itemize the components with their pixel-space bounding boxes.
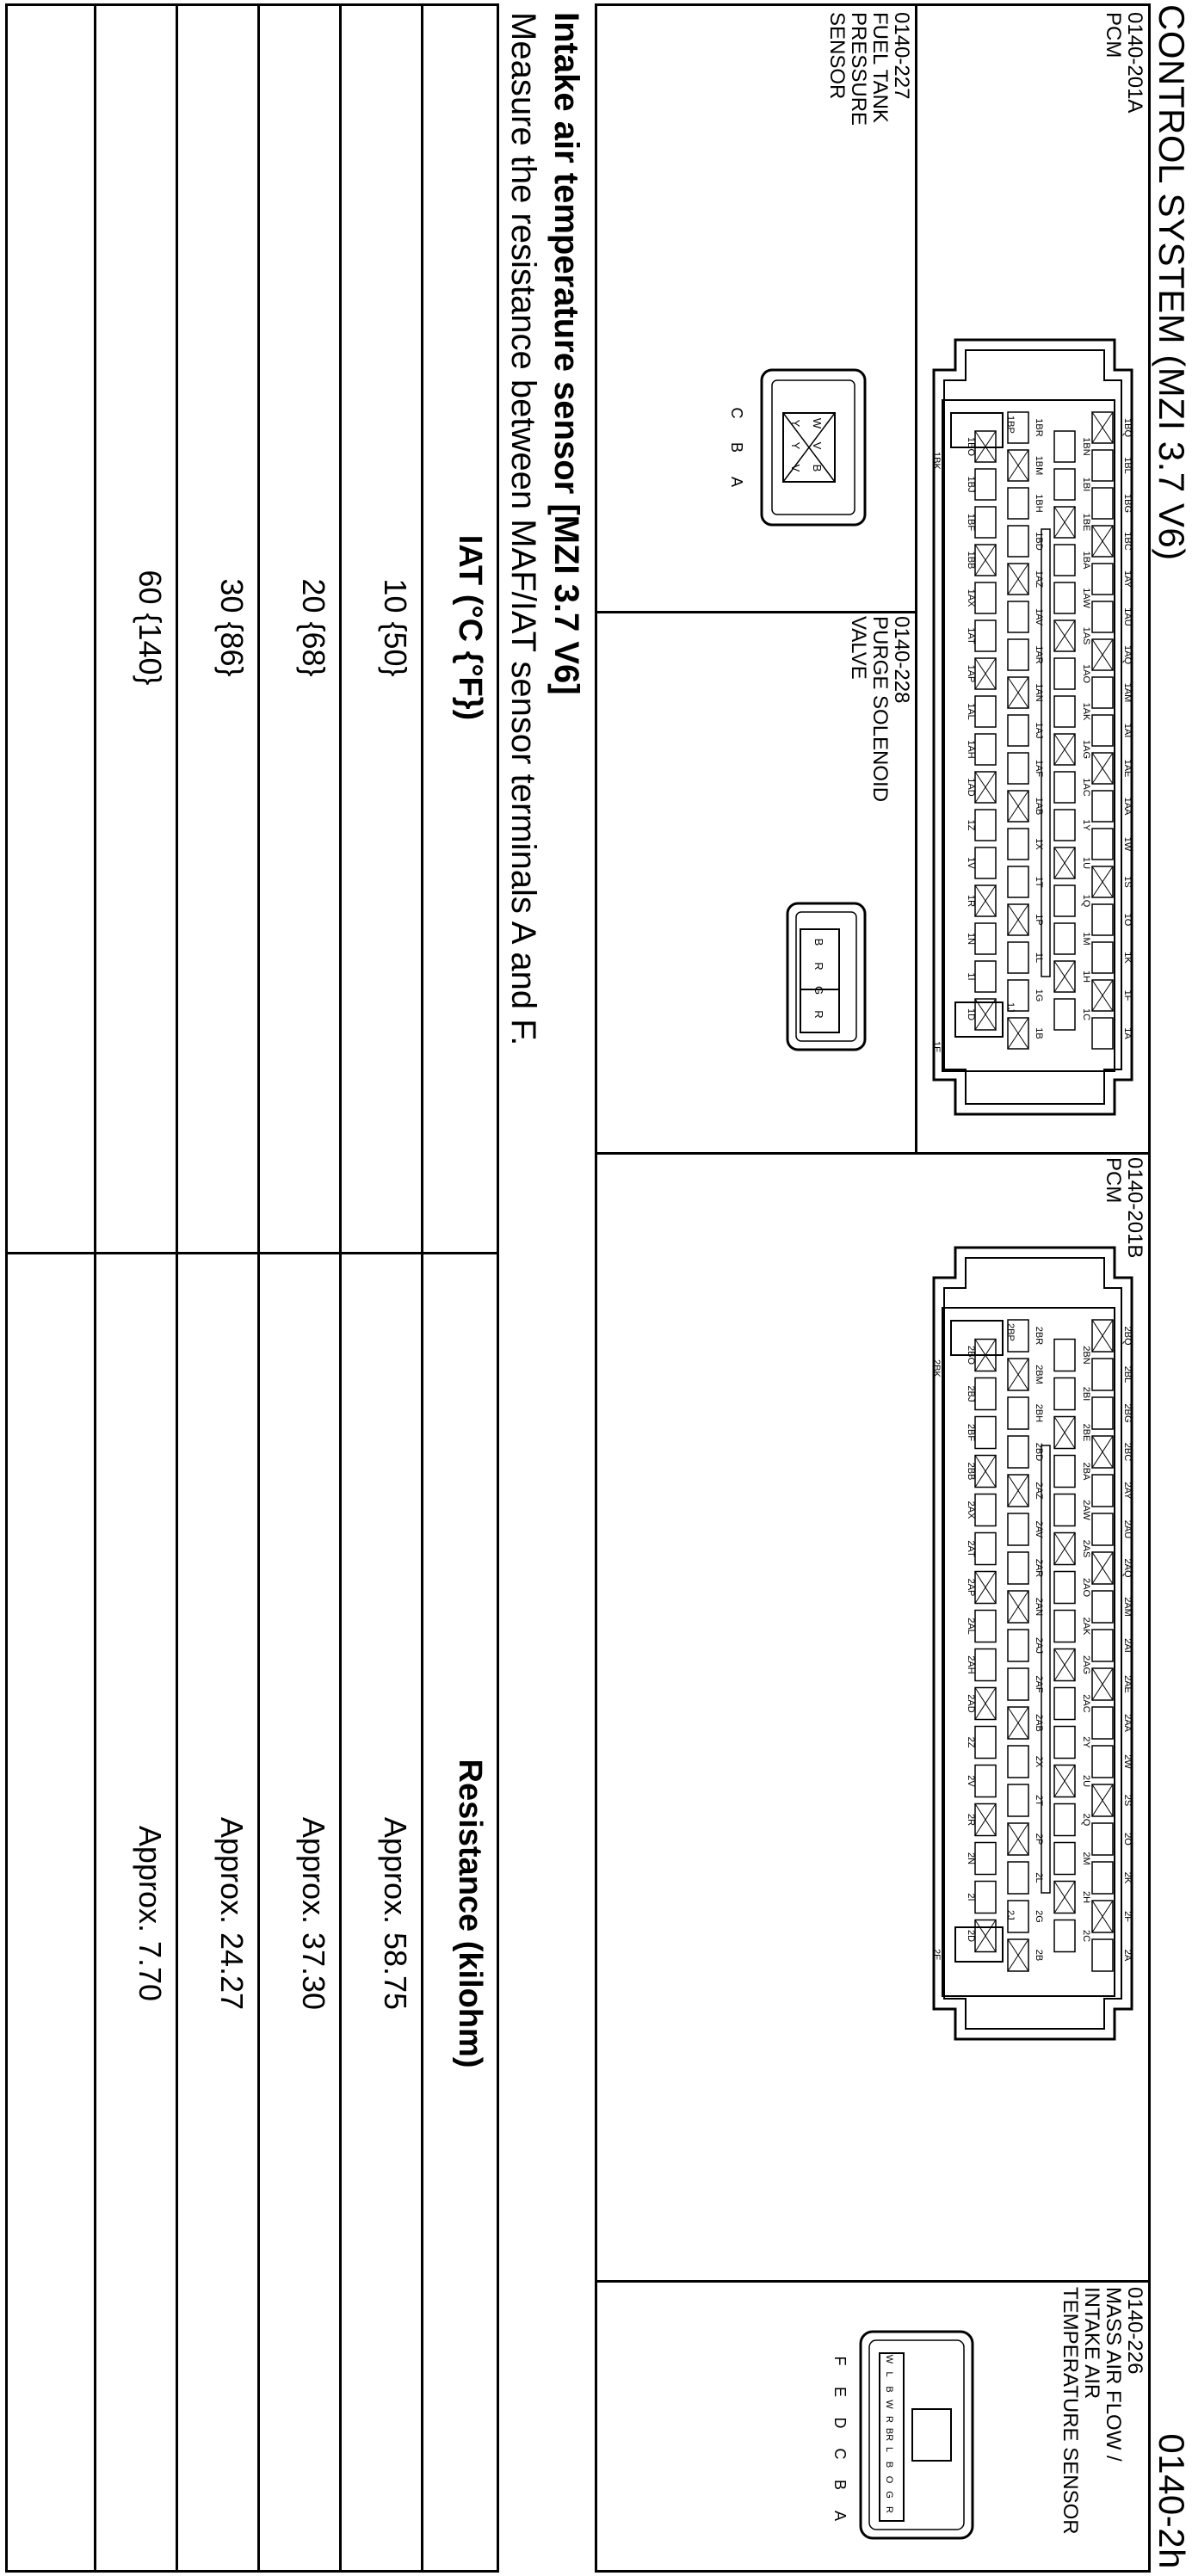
pin-label: 2F: [1122, 1911, 1133, 1922]
pin-cell: [1092, 1862, 1113, 1894]
pin-label: 1J: [1005, 1002, 1016, 1013]
pin-label: 2AT: [966, 1540, 976, 1557]
terminal-label: B: [831, 2479, 849, 2491]
pin-cell: [1092, 1939, 1113, 1971]
pin-label: 1H: [1081, 970, 1091, 983]
pcm-a-pin-grid: [931, 412, 1133, 1052]
pcm-b-connector: [925, 1230, 1140, 2056]
pin-cell: [975, 1727, 996, 1759]
terminal-label: A: [728, 476, 745, 488]
pin-label: 2AJ: [1034, 1637, 1044, 1654]
pin-label: 2BD: [1034, 1442, 1044, 1462]
pin-label: 2O: [1122, 1833, 1133, 1846]
table-header-resistance: Resistance (kilohm): [452, 1759, 488, 2068]
divider-pcm: [595, 1152, 1151, 1155]
pin-cell: [1008, 1784, 1028, 1816]
wire-color: W: [884, 2354, 894, 2364]
pin-label: 1E: [931, 1041, 942, 1053]
pin-cell: [1008, 1513, 1028, 1545]
wire-color: R: [812, 962, 825, 971]
pin-cell: [1054, 582, 1075, 613]
pin-cell: [1092, 1746, 1113, 1778]
pin-cell: [1092, 1823, 1113, 1855]
table-column-divider: [5, 1252, 499, 1254]
pin-label: 1F: [1122, 989, 1133, 1001]
pin-label: 2BB: [966, 1462, 976, 1481]
pin-label: 1X: [1034, 838, 1044, 850]
pin-label: 1AH: [966, 740, 976, 759]
pin-cell: [975, 1843, 996, 1875]
pin-cell: [1054, 1611, 1075, 1642]
pin-label: 1BO: [966, 436, 976, 457]
pin-label: 1AV: [1034, 608, 1044, 626]
pin-cell: [1054, 885, 1075, 916]
pin-label: 1AM: [1122, 682, 1133, 703]
pin-label: 2C: [1081, 1929, 1091, 1943]
pin-label: 1S: [1122, 876, 1133, 888]
wire-color: R: [812, 1010, 825, 1019]
pin-label: 2L: [1034, 1872, 1044, 1883]
page-code: 0140-2h: [1152, 2433, 1192, 2569]
pin-label: 2AA: [1122, 1714, 1133, 1732]
terminal-label: C: [728, 407, 745, 419]
pin-label: 1BF: [966, 513, 976, 532]
pcm-a-connector: [925, 323, 1140, 1131]
pin-label: 2AX: [966, 1501, 976, 1519]
pin-label: 1BC: [1122, 532, 1133, 551]
pin-cell: [1092, 1475, 1113, 1507]
wire-color: R: [884, 2506, 894, 2513]
pin-cell: [1054, 1727, 1075, 1759]
terminal-label: D: [831, 2417, 849, 2429]
pin-label: 2AL: [966, 1618, 976, 1635]
pin-label: 2W: [1122, 1754, 1133, 1769]
pin-label: 1R: [966, 894, 976, 908]
pin-label: 2AY: [1122, 1482, 1133, 1500]
terminal-label: A: [831, 2510, 849, 2522]
pin-label: 2BF: [966, 1423, 976, 1442]
pin-label: 1BR: [1034, 418, 1044, 437]
table-cell-resistance: Approx. 58.75: [378, 1816, 413, 2011]
pin-label: 2A: [1122, 1949, 1133, 1962]
pin-label: 2BH: [1034, 1403, 1044, 1423]
pin-label: 1G: [1034, 989, 1044, 1002]
pin-label: 1AB: [1034, 797, 1044, 816]
pin-cell: [1054, 772, 1075, 803]
pin-label: 1AO: [1081, 663, 1091, 684]
table-row-divider: [339, 3, 342, 2573]
pin-label: 2P: [1034, 1833, 1044, 1846]
pin-cell: [1054, 431, 1075, 462]
pin-label: 1K: [1122, 952, 1133, 964]
table-cell-iat: 20 {68}: [296, 578, 331, 677]
pin-cell: [1092, 488, 1113, 519]
pin-label: 2X: [1034, 1755, 1044, 1768]
pin-cell: [975, 1494, 996, 1526]
pin-label: 2AV: [1034, 1520, 1044, 1538]
terminal-label: B: [728, 441, 745, 453]
table-row-divider: [176, 3, 178, 2573]
pin-label: 2BG: [1122, 1403, 1133, 1423]
pin-cell: [975, 582, 996, 613]
pin-label: 1B: [1034, 1027, 1044, 1039]
pin-label: 2BL: [1122, 1365, 1133, 1384]
pin-label: 2AN: [1034, 1597, 1044, 1617]
pin-label: 1BP: [1005, 416, 1016, 434]
pin-label: 2AO: [1081, 1577, 1091, 1598]
section-title: Intake air temperature sensor [MZI 3.7 V6]: [547, 12, 585, 695]
table-row-divider: [257, 3, 260, 2573]
pin-label: 1V: [966, 857, 976, 869]
wire-color: BR: [884, 2427, 894, 2442]
pin-label: 2Z: [966, 1736, 976, 1748]
iat-table-frame: [5, 3, 499, 2573]
pin-cell: [1054, 696, 1075, 727]
pin-label: 2Y: [1081, 1736, 1091, 1748]
pin-label: 1BG: [1122, 493, 1133, 514]
pin-label: 1AY: [1122, 570, 1133, 588]
pin-cell: [1008, 753, 1028, 784]
pin-cell: [1054, 469, 1075, 500]
pin-cell: [1008, 829, 1028, 860]
pin-label: 1AI: [1122, 723, 1133, 738]
section-description: Measure the resistance between MAF/IAT sensor terminals A and F.: [504, 12, 542, 1046]
pin-label: 2B: [1034, 1949, 1044, 1962]
table-cell-resistance: Approx. 24.27: [214, 1816, 250, 2011]
table-cell-iat: 60 {140}: [133, 570, 168, 686]
pin-cell: [1054, 1572, 1075, 1604]
pin-cell: [1008, 526, 1028, 557]
table-cell-iat: 10 {50}: [378, 578, 413, 677]
pin-cell: [975, 1766, 996, 1797]
pin-cell: [1054, 923, 1075, 954]
wire-color: B: [811, 464, 824, 472]
wire-color: V: [789, 464, 802, 472]
pin-label: 1O: [1122, 913, 1133, 927]
pin-label: 1AU: [1122, 607, 1133, 626]
pin-label: 1AR: [1034, 645, 1044, 664]
fuel-tank-label: 0140-227 FUEL TANK PRESSURE SENSOR: [825, 12, 913, 126]
table-cell-resistance: Approx. 7.70: [133, 1825, 168, 2002]
pin-label: 1Z: [966, 819, 976, 831]
pin-cell: [1054, 1456, 1075, 1488]
pin-label: 1N: [966, 932, 976, 946]
pin-label: 2AW: [1081, 1500, 1091, 1520]
pin-cell: [975, 696, 996, 727]
pin-label: 1M: [1081, 932, 1091, 946]
pin-cell: [1092, 791, 1113, 822]
pin-label: 2AQ: [1122, 1558, 1133, 1578]
maf-label: 0140-226 MASS AIR FLOW / INTAKE AIR TEMPERATURE SENSOR: [1059, 2287, 1146, 2535]
terminal-label: F: [831, 2356, 849, 2366]
pin-label: 2M: [1081, 1852, 1091, 1865]
wire-color: G: [884, 2491, 894, 2499]
pin-cell: [1008, 1552, 1028, 1584]
pin-label: 2AP: [966, 1578, 976, 1597]
pin-cell: [1092, 1513, 1113, 1545]
purge-terminals: [812, 939, 825, 1019]
pin-label: 2AG: [1081, 1655, 1091, 1675]
pin-label: 2BN: [1081, 1346, 1091, 1365]
pin-label: 1AK: [1081, 702, 1091, 721]
pin-label: 1AJ: [1034, 722, 1044, 739]
pin-label: 1BE: [1081, 513, 1091, 532]
pin-label: 1AQ: [1122, 644, 1133, 665]
pin-label: 1BB: [966, 551, 976, 570]
purge-label: 0140-228 PURGE SOLENOID VALVE: [847, 616, 913, 803]
table-cell-iat: 30 {86}: [214, 578, 250, 677]
pin-label: 2H: [1081, 1890, 1091, 1904]
pin-label: 2AS: [1081, 1539, 1091, 1558]
pin-label: 2K: [1122, 1871, 1133, 1884]
pin-label: 2D: [966, 1929, 976, 1943]
pin-label: 1L: [1034, 952, 1044, 964]
pin-label: 1Y: [1081, 819, 1091, 831]
pin-label: 2BQ: [1122, 1326, 1133, 1346]
pin-label: 1AT: [966, 627, 976, 644]
pin-cell: [1054, 999, 1075, 1030]
wire-color: O: [884, 2475, 894, 2484]
pin-cell: [1008, 1436, 1028, 1468]
pin-cell: [1008, 942, 1028, 973]
maf-terminals: [831, 2355, 894, 2521]
pin-label: 1BM: [1034, 455, 1044, 476]
table-cell-resistance: Approx. 37.30: [296, 1816, 331, 2011]
pin-cell: [1008, 715, 1028, 746]
pin-label: 1C: [1081, 1008, 1091, 1021]
pin-label: 1BD: [1034, 532, 1044, 551]
pin-cell: [975, 1882, 996, 1914]
pin-label: 2BE: [1081, 1423, 1091, 1442]
terminal-label: C: [831, 2448, 849, 2460]
pin-label: 1BL: [1122, 457, 1133, 474]
pin-label: 2BI: [1081, 1386, 1091, 1402]
pin-cell: [1054, 1378, 1075, 1410]
pin-cell: [1092, 564, 1113, 595]
pin-cell: [1054, 1688, 1075, 1720]
pin-label: 1BQ: [1122, 417, 1133, 438]
maf-connector: [813, 2306, 985, 2555]
wire-color: W: [884, 2400, 894, 2409]
pin-cell: [975, 507, 996, 538]
wire-color: B: [884, 2461, 894, 2468]
pcm-b-pin-grid: [931, 1320, 1133, 1971]
pin-cell: [1092, 942, 1113, 973]
pin-label: 2BO: [966, 1345, 976, 1365]
pin-cell: [975, 734, 996, 765]
divider-maf: [595, 2280, 1151, 2283]
pin-label: 1P: [1034, 914, 1044, 926]
table-header-divider: [421, 3, 423, 2573]
pin-label: 2N: [966, 1852, 976, 1865]
pin-cell: [1008, 866, 1028, 897]
pin-cell: [1054, 1843, 1075, 1875]
pin-cell: [1092, 1630, 1113, 1661]
wire-color: V: [811, 441, 824, 450]
pin-label: 1AG: [1081, 739, 1091, 760]
pin-cell: [1092, 1591, 1113, 1623]
pin-label: 1T: [1034, 876, 1044, 888]
fuel-tank-connector: [701, 344, 899, 551]
pin-cell: [975, 810, 996, 841]
pin-cell: [975, 1378, 996, 1410]
pin-cell: [1092, 1707, 1113, 1739]
pin-label: 2AM: [1122, 1597, 1133, 1617]
pin-label: 1AL: [966, 703, 976, 720]
pin-cell: [1008, 488, 1028, 519]
divider-lower-left: [595, 611, 917, 613]
wire-color: L: [884, 2446, 894, 2453]
pin-label: 2BC: [1122, 1442, 1133, 1462]
table-header-iat: IAT (°C {°F}): [452, 534, 488, 721]
pin-label: 2T: [1034, 1795, 1044, 1806]
pin-label: 2AK: [1081, 1617, 1091, 1636]
divider-left-split: [915, 3, 917, 1152]
pin-cell: [1092, 1359, 1113, 1390]
wire-color: L: [884, 2371, 894, 2377]
pin-cell: [1054, 545, 1075, 576]
pin-cell: [1008, 639, 1028, 670]
pin-label: 1BH: [1034, 494, 1044, 513]
pin-label: 1AX: [966, 589, 976, 607]
wire-color: R: [884, 2416, 894, 2423]
wire-color: W: [811, 417, 824, 429]
pin-label: 2V: [966, 1775, 976, 1787]
pin-label: 2BR: [1034, 1326, 1044, 1346]
pin-label: 2U: [1081, 1774, 1091, 1788]
pin-label: 2E: [931, 1949, 942, 1961]
pin-cell: [975, 620, 996, 651]
pin-label: 2J: [1005, 1910, 1016, 1920]
pin-cell: [1008, 1668, 1028, 1700]
pin-label: 2BP: [1005, 1323, 1016, 1341]
pin-cell: [975, 923, 996, 954]
pin-cell: [975, 961, 996, 992]
pin-label: 1AF: [1034, 759, 1044, 778]
pin-label: 2S: [1122, 1794, 1133, 1807]
pin-cell: [975, 1417, 996, 1449]
pin-label: 1BN: [1081, 437, 1091, 456]
wire-color: Y: [789, 441, 802, 450]
wire-color: Y: [789, 419, 802, 428]
pin-cell: [975, 1533, 996, 1565]
pin-label: 1AA: [1122, 797, 1133, 816]
pin-label: 2AR: [1034, 1558, 1044, 1578]
pin-label: 2G: [1034, 1910, 1044, 1923]
pin-label: 2BK: [931, 1359, 942, 1377]
pin-label: 1AN: [1034, 683, 1044, 702]
pcm-a-label: 0140-201A PCM: [1102, 12, 1146, 114]
pin-cell: [1054, 810, 1075, 841]
pin-label: 1D: [966, 1008, 976, 1021]
pin-cell: [1054, 658, 1075, 689]
pin-label: 1AE: [1122, 759, 1133, 778]
pin-label: 1BI: [1081, 477, 1091, 492]
purge-connector: [719, 878, 891, 1084]
pin-label: 1A: [1122, 1027, 1133, 1039]
pin-cell: [1092, 601, 1113, 632]
pin-label: 1AZ: [1034, 570, 1044, 589]
pin-label: 1AS: [1081, 626, 1091, 645]
pin-label: 1W: [1122, 836, 1133, 852]
pin-label: 1AW: [1081, 588, 1091, 608]
wire-color: G: [812, 985, 825, 995]
pin-cell: [1008, 1397, 1028, 1429]
pin-cell: [1092, 450, 1113, 481]
pin-label: 1AD: [966, 778, 976, 797]
pin-cell: [1008, 1746, 1028, 1778]
pin-cell: [1054, 1340, 1075, 1371]
pin-cell: [1008, 601, 1028, 632]
pin-label: 2I: [966, 1893, 976, 1901]
pin-cell: [1092, 715, 1113, 746]
terminal-label: E: [831, 2386, 849, 2398]
pin-label: 1Q: [1081, 894, 1091, 908]
pin-label: 2AE: [1122, 1675, 1133, 1693]
pin-cell: [1092, 904, 1113, 935]
pin-label: 2Q: [1081, 1813, 1091, 1827]
pin-label: 2AZ: [1034, 1482, 1044, 1500]
page-title: CONTROL SYSTEM (MZI 3.7 V6): [1152, 4, 1192, 561]
pin-label: 2AF: [1034, 1675, 1044, 1693]
pin-cell: [1008, 1862, 1028, 1894]
pin-cell: [1092, 1397, 1113, 1429]
pin-label: 2R: [966, 1813, 976, 1827]
pin-label: 2AC: [1081, 1694, 1091, 1713]
wire-color: B: [812, 938, 825, 946]
pin-cell: [975, 469, 996, 500]
pin-label: 1BJ: [966, 476, 976, 493]
pin-cell: [1092, 677, 1113, 708]
pcm-b-label: 0140-201B PCM: [1102, 1157, 1146, 1259]
table-row-divider: [94, 3, 96, 2573]
pin-label: 2AH: [966, 1655, 976, 1674]
pin-cell: [1092, 1018, 1113, 1049]
pin-cell: [1092, 829, 1113, 860]
pin-label: 2AI: [1122, 1638, 1133, 1653]
pin-label: 2AU: [1122, 1519, 1133, 1539]
pin-cell: [1008, 1630, 1028, 1661]
pin-cell: [1054, 1920, 1075, 1952]
pin-label: 1AP: [966, 664, 976, 683]
pin-cell: [975, 1611, 996, 1642]
pin-cell: [975, 847, 996, 878]
pin-cell: [1054, 1804, 1075, 1836]
pin-label: 1BA: [1081, 551, 1091, 570]
pin-label: 2BJ: [966, 1385, 976, 1402]
pin-cell: [975, 1649, 996, 1681]
pin-label: 2AD: [966, 1694, 976, 1713]
pin-label: 1I: [966, 972, 976, 981]
pin-label: 1U: [1081, 856, 1091, 870]
pin-cell: [1054, 1494, 1075, 1526]
pin-label: 1AC: [1081, 778, 1091, 797]
wire-color: B: [884, 2386, 894, 2393]
pin-label: 2AB: [1034, 1714, 1044, 1732]
pin-label: 1BK: [931, 452, 942, 470]
pin-label: 2BM: [1034, 1365, 1044, 1384]
pin-label: 2BA: [1081, 1462, 1091, 1481]
